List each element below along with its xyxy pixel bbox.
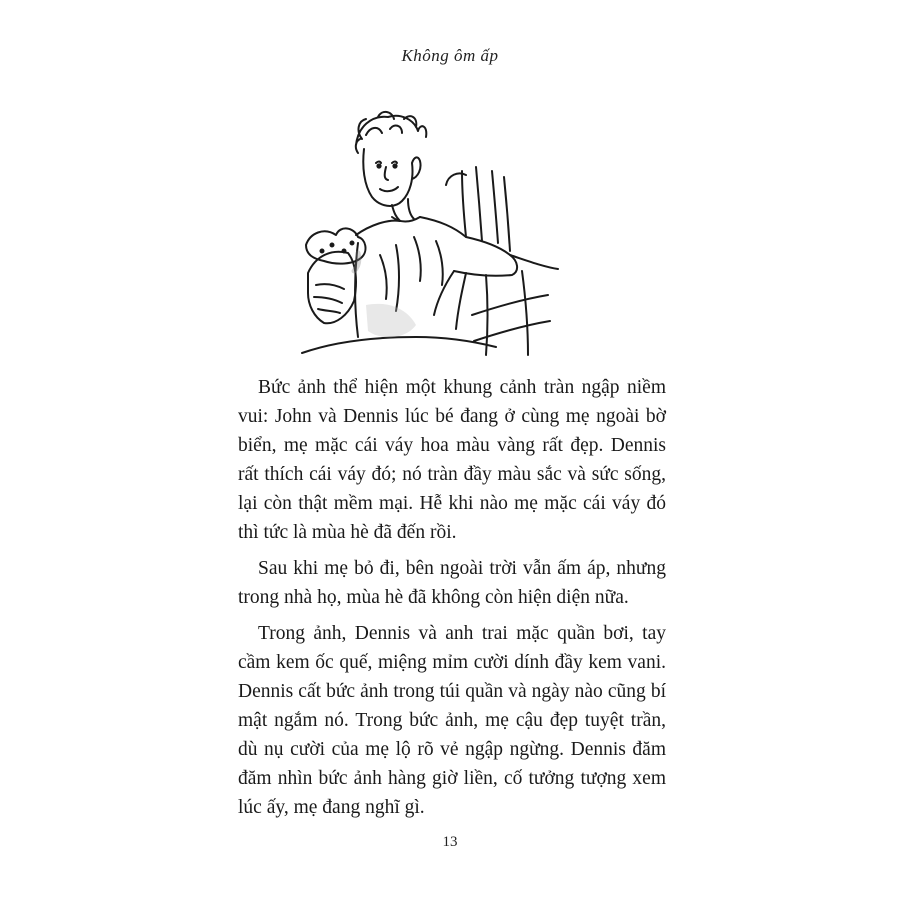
- finger-lines: [314, 284, 344, 313]
- body-text: [238, 373, 666, 829]
- neck: [392, 199, 414, 221]
- running-head-title: Không ôm ấp: [401, 46, 499, 65]
- shirt-folds: [380, 237, 443, 299]
- left-eye: [376, 162, 381, 164]
- nose: [385, 167, 388, 180]
- boy-with-ice-cream-illustration: [296, 105, 566, 360]
- left-pupil: [377, 164, 380, 167]
- paragraph: Sau khi mẹ bỏ đi, bên ngoài trời vẫn ấm áp, nhưng trong nhà họ, mùa hè đã không còn hiện diện nữa.: [238, 558, 666, 608]
- chair-back: [446, 167, 510, 251]
- hair-strokes: [356, 112, 426, 153]
- chair-frame: [472, 271, 550, 355]
- page-number: 13: [442, 834, 458, 850]
- mouth: [380, 187, 398, 191]
- right-arm: [434, 255, 558, 329]
- paragraph: Trong ảnh, Dennis và anh trai mặc quần bơi, tay cầm kem ốc quế, miệng mỉm cười dính đầy kem vani. Dennis cất bức ảnh trong túi quần và ngày nào cũng bí mật ngắm nó. Trong bức ảnh, mẹ cậu đẹp tuyệt trần, dù nụ cười của mẹ lộ rõ vẻ ngập ngừng. Dennis đăm đăm nhìn bức ảnh hàng giờ liền, cố tưởng tượng xem lúc ấy, mẹ đang nghĩ gì.: [238, 623, 666, 818]
- face-outline: [363, 149, 420, 206]
- paragraph: Bức ảnh thể hiện một khung cảnh tràn ngập niềm vui: John và Dennis lúc bé đang ở cùng mẹ ngoài bờ biển, mẹ mặc cái váy hoa màu vàng rất đẹp. Dennis rất thích cái váy đó; nó tràn đầy màu sắc và sức sống, lại còn thật mềm mại. Hễ khi nào mẹ mặc cái váy đó thì tức là mùa hè đã đến rồi.: [238, 377, 666, 543]
- right-eye: [392, 162, 397, 164]
- right-pupil: [393, 164, 396, 167]
- ground-line: [302, 337, 496, 353]
- shadow-wash: [366, 304, 416, 337]
